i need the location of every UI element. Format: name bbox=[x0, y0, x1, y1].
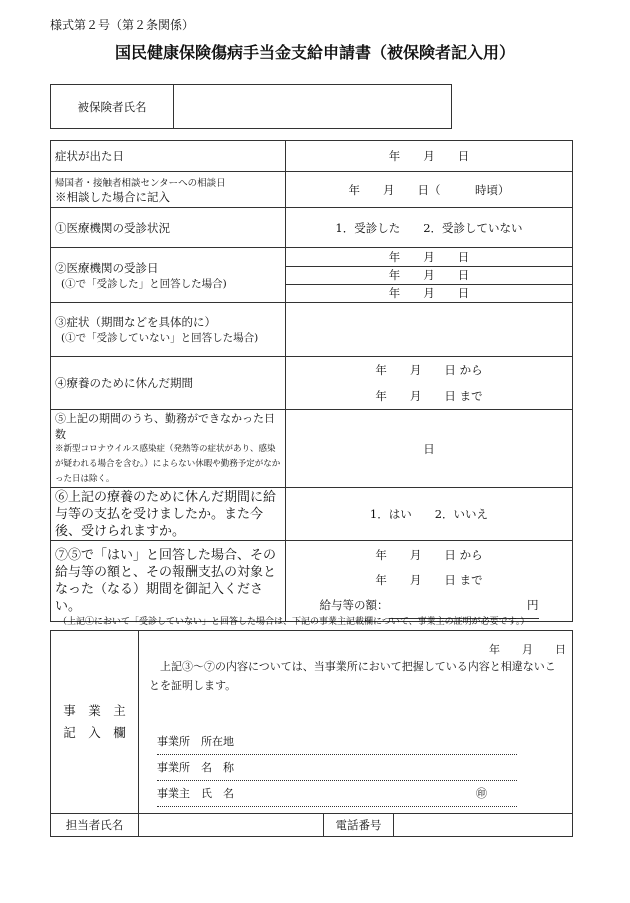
employer-label-1: 事 業 主 bbox=[63, 703, 126, 718]
page-title: 国民健康保険傷病手当金支給申請書（被保険者記入用） bbox=[114, 43, 515, 62]
business-name-field[interactable] bbox=[157, 755, 517, 781]
q2-date-field-1[interactable]: 年 月 日 bbox=[286, 248, 572, 267]
business-name-label: 事業所 名 称 bbox=[157, 761, 234, 774]
business-address-label: 事業所 所在地 bbox=[157, 735, 234, 748]
employer-name-field[interactable] bbox=[157, 781, 517, 807]
q7-to-field[interactable]: 年 月 日 まで bbox=[375, 573, 483, 587]
q4-from-field[interactable]: 年 月 日 から bbox=[375, 363, 483, 377]
business-address-field[interactable] bbox=[157, 729, 517, 755]
q3-symptoms-field[interactable] bbox=[286, 303, 573, 357]
q5-label: ⑤上記の期間のうち、勤務ができなかった日数 bbox=[55, 412, 275, 441]
application-table bbox=[50, 140, 573, 622]
q1-label: ①医療機関の受診状況 bbox=[51, 208, 286, 248]
q7-from-field[interactable]: 年 月 日 から bbox=[375, 548, 483, 562]
consult-label: 帰国者・接触者相談センターへの相談日 bbox=[55, 177, 226, 189]
q2-date-field-2[interactable]: 年 月 日 bbox=[286, 267, 572, 285]
certification-date-field[interactable]: 年 月 日 bbox=[489, 643, 566, 656]
q3-note: (①で「受診していない」と回答した場合) bbox=[61, 332, 259, 344]
q4-to-field[interactable]: 年 月 日 まで bbox=[375, 389, 483, 403]
staff-name-label: 担当者氏名 bbox=[51, 814, 139, 837]
q2-note: (①で「受診した」と回答した場合) bbox=[61, 277, 227, 290]
onset-date-field[interactable]: 年 月 日 bbox=[286, 141, 573, 172]
q3-label: ③症状（期間などを具体的に） bbox=[55, 315, 216, 329]
consult-date-field[interactable]: 年 月 日（ 時頃） bbox=[286, 172, 573, 208]
q2-date-field-3[interactable]: 年 月 日 bbox=[388, 286, 470, 300]
employer-label-2: 記 入 欄 bbox=[63, 725, 126, 740]
q7-amount-unit: 円 bbox=[527, 598, 539, 612]
q2-label: ②医療機関の受診日 bbox=[55, 260, 159, 275]
employer-note: （上記①において「受診していない」と回答した場合は、下記の事業主記載欄について、事業主の証明が必要です。） bbox=[58, 617, 530, 627]
form-number: 様式第２号（第２条関係） bbox=[50, 18, 195, 32]
employer-table bbox=[50, 630, 573, 837]
q1-choice-field[interactable]: 1．受診した 2．受診していない bbox=[286, 208, 573, 248]
seal-mark: ㊞ bbox=[476, 787, 487, 800]
onset-label: 症状が出た日 bbox=[51, 141, 286, 172]
phone-field[interactable] bbox=[394, 814, 573, 837]
insured-name-label: 被保険者氏名 bbox=[51, 85, 174, 129]
phone-label: 電話番号 bbox=[324, 814, 394, 837]
consult-note: ※相談した場合に記入 bbox=[55, 189, 170, 204]
q6-choice-field[interactable]: 1．はい 2．いいえ bbox=[286, 488, 573, 541]
q5-note: ※新型コロナウイルス感染症（発熱等の症状があり、感染が疑われる場合を含む。）によらない休暇や勤務予定がなかった日は除く。 bbox=[55, 444, 281, 484]
certification-statement: 上記③～⑦の内容については、当事業所において把握している内容と相違ないことを証明します。 bbox=[149, 660, 556, 692]
employer-name-label: 事業主 氏 名 bbox=[157, 787, 234, 800]
q7-label: ⑦⑤で「はい」と回答した場合、その給与等の額と、その報酬支払の対象となった（なる）期間を御記入ください。 bbox=[51, 541, 286, 622]
q7-amount-label: 給与等の額： bbox=[319, 598, 389, 612]
insured-name-table bbox=[50, 84, 452, 129]
q6-label: ⑥上記の療養のために休んだ期間に給与等の支払を受けましたか。また今後、受けられますか。 bbox=[51, 488, 286, 541]
insured-name-field[interactable] bbox=[174, 85, 452, 129]
staff-name-field[interactable] bbox=[139, 814, 324, 837]
q4-label: ④療養のために休んだ期間 bbox=[51, 357, 286, 410]
q5-days-field[interactable]: 日 bbox=[286, 410, 573, 488]
